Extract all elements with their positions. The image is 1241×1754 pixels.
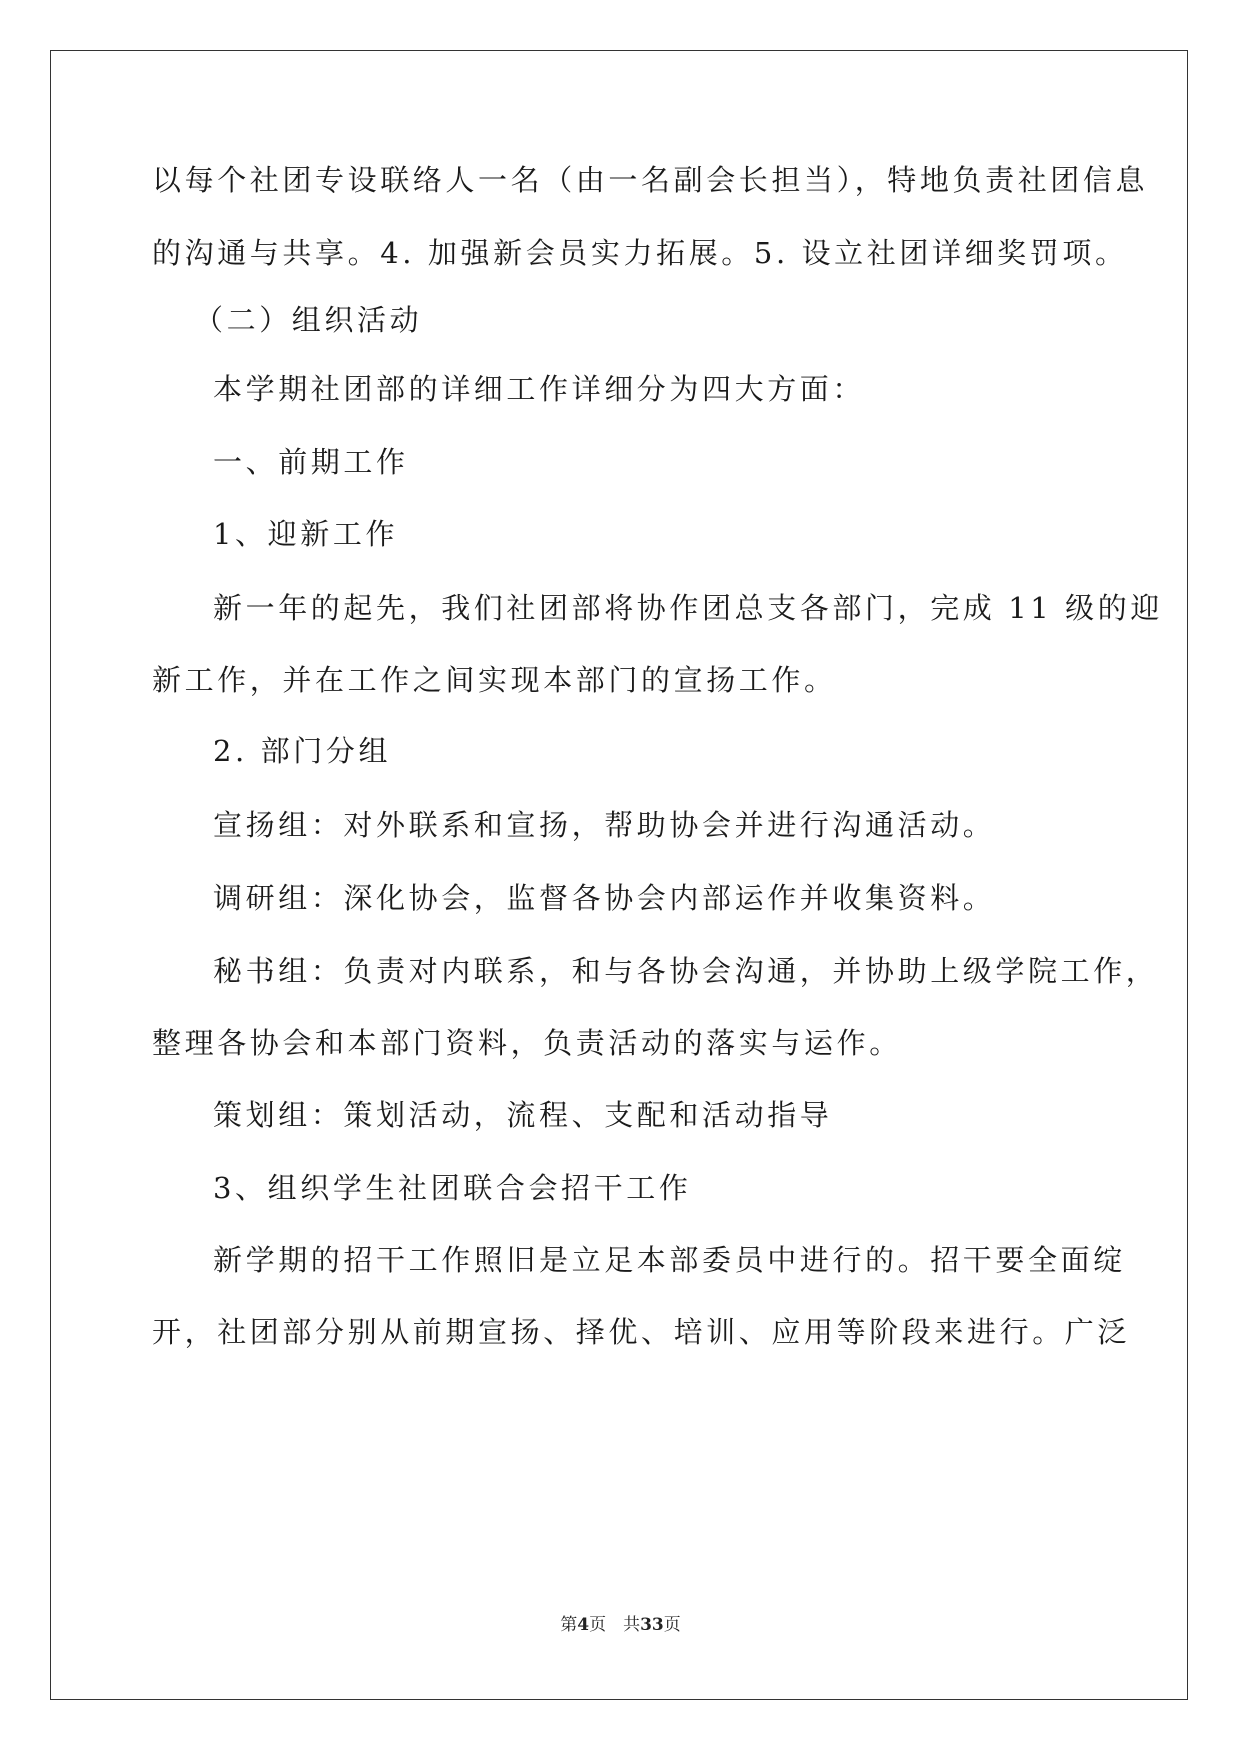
footer-suffix: 页 bbox=[663, 1615, 681, 1635]
page-footer bbox=[0, 1610, 1241, 1635]
text-line-4: 本学期社团部的详细工作详细分为四大方面： bbox=[213, 372, 866, 406]
page-border bbox=[50, 50, 1188, 1700]
footer-prefix: 第 bbox=[560, 1615, 578, 1635]
text-line-12: 秘书组：负责对内联系，和与各协会沟通，并协助上级学院工作， bbox=[213, 954, 1159, 988]
text-line-2: 的沟通与共享。4. 加强新会员实力拓展。5. 设立社团详细奖罚项。 bbox=[152, 236, 1128, 270]
heading-department-groups: 2. 部门分组 bbox=[213, 734, 392, 768]
text-line-11: 调研组：深化协会，监督各协会内部运作并收集资料。 bbox=[213, 881, 996, 915]
heading-recruitment: 3、组织学生社团联合会招干工作 bbox=[213, 1171, 692, 1205]
text-line-10: 宣扬组：对外联系和宣扬，帮助协会并进行沟通活动。 bbox=[213, 808, 996, 842]
section-heading-organize: （二）组织活动 bbox=[194, 303, 423, 337]
footer-mid: 页 共 bbox=[589, 1615, 641, 1635]
text-line-1: 以每个社团专设联络人一名（由一名副会长担当），特地负责社团信息 bbox=[152, 163, 1149, 197]
heading-welcome-work: 1、迎新工作 bbox=[213, 517, 399, 551]
text-line-13: 整理各协会和本部门资料，负责活动的落实与运作。 bbox=[152, 1026, 902, 1060]
heading-early-work: 一、前期工作 bbox=[213, 445, 409, 479]
text-line-8: 新工作，并在工作之间实现本部门的宣扬工作。 bbox=[152, 663, 837, 697]
text-line-7: 新一年的起先，我们社团部将协作团总支各部门，完成 11 级的迎 bbox=[213, 591, 1163, 625]
footer-total-pages: 33 bbox=[640, 1615, 664, 1635]
text-line-16: 新学期的招干工作照旧是立足本部委员中进行的。招干要全面绽 bbox=[213, 1243, 1126, 1277]
footer-page-number: 4 bbox=[577, 1615, 590, 1635]
text-line-17: 开，社团部分别从前期宣扬、择优、培训、应用等阶段来进行。广泛 bbox=[152, 1315, 1131, 1349]
text-line-14: 策划组：策划活动，流程、支配和活动指导 bbox=[213, 1098, 833, 1132]
